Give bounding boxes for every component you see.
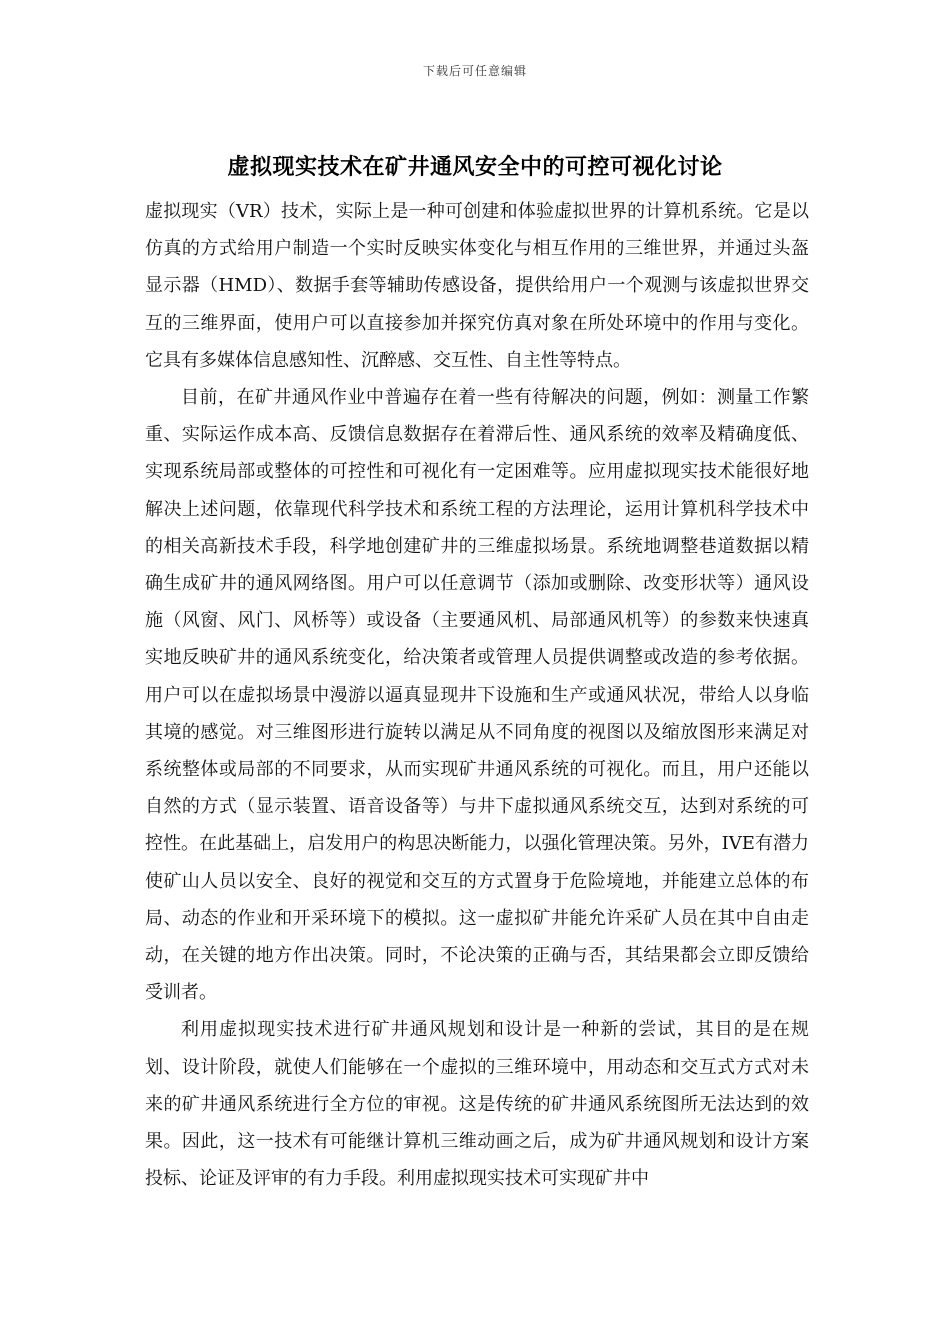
document-body xyxy=(145,193,809,1197)
paragraph-planning: 利用虚拟现实技术进行矿井通风规划和设计是一种新的尝试，其目的是在规划、设计阶段，就使人们能够在一个虚拟的三维环境中，用动态和交互式方式对未来的矿井通风系统进行全方位的审视。这是传统的矿井通风系统图所无法达到的效果。因此，这一技术有可能继计算机三维动画之后，成为矿井通风规划和设计方案投标、论证及评审的有力手段。利用虚拟现实技术可实现矿井中 xyxy=(145,1019,809,1190)
paragraph-problems: 目前，在矿井通风作业中普遍存在着一些有待解决的问题，例如：测量工作繁重、实际运作成本高、反馈信息数据存在着滞后性、通风系统的效率及精确度低、实现系统局部或整体的可控性和可视化有一定困难等。应用虚拟现实技术能很好地解决上述问题，依靠现代科学技术和系统工程的方法理论，运用计算机科学技术中的相关高新技术手段，科学地创建矿井的三维虚拟场景。系统地调整巷道数据以精确生成矿井的通风网络图。用户可以任意调节（添加或删除、改变形状等）通风设施（风窗、风门、风桥等）或设备（主要通风机、局部通风机等）的参数来快速真实地反映矿井的通风系统变化，给决策者或管理人员提供调整或改造的参考依据。用户可以在虚拟场景中漫游以逼真显现井下设施和生产或通风状况，带给人以身临其境的感觉。对三维图形进行旋转以满足从不同角度的视图以及缩放图形来满足对系统整体或局部的不同要求，从而实现矿井通风系统的可视化。而且，用户还能以自然的方式（显示装置、语音设备等）与井下虚拟通风系统交互，达到对系统的可控性。在此基础上，启发用户的构思决断能力，以强化管理决策。另外，IVE有潜力使矿山人员以安全、良好的视觉和交互的方式置身于危险境地，并能建立总体的布局、动态的作业和开采环境下的模拟。这一虚拟矿井能允许采矿人员在其中自由走动，在关键的地方作出决策。同时，不论决策的正确与否，其结果都会立即反馈给受训者。 xyxy=(145,387,809,1004)
paragraph-intro: 虚拟现实（VR）技术，实际上是一种可创建和体验虚拟世界的计算机系统。它是以仿真的方式给用户制造一个实时反映实体变化与相互作用的三维世界，并通过头盔显示器（HMD）、数据手套等辅助传感设备，提供给用户一个观测与该虚拟世界交互的三维界面，使用户可以直接参加并探究仿真对象在所处环境中的作用与变化。它具有多媒体信息感知性、沉醉感、交互性、自主性等特点。 xyxy=(145,201,809,371)
document-title: 虚拟现实技术在矿井通风安全中的可控可视化讨论 xyxy=(227,154,723,180)
header-note: 下载后可任意编辑 xyxy=(422,64,527,78)
